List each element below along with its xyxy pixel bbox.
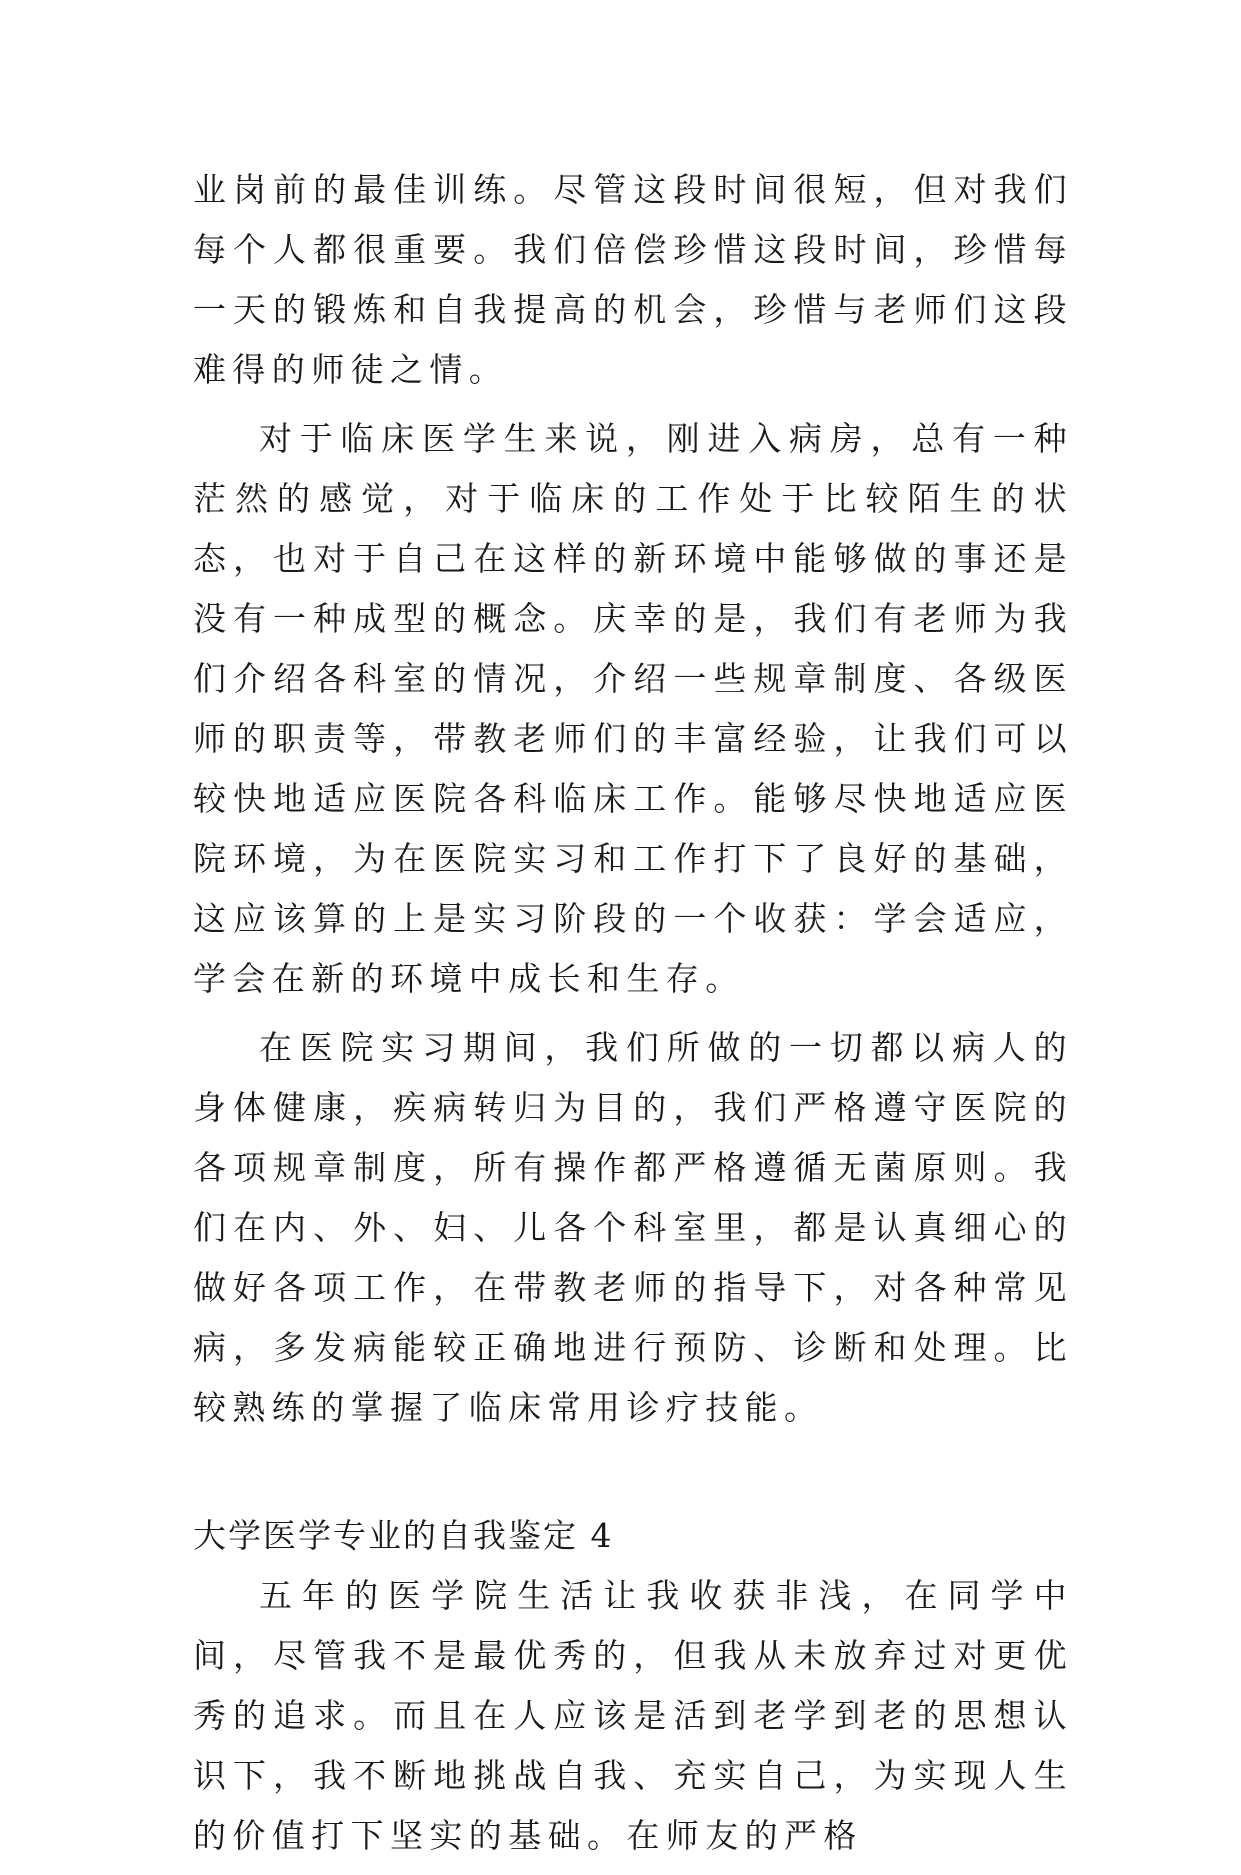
section-heading: 大学医学专业的自我鉴定 4: [193, 1516, 614, 1555]
paragraph-hospital-internship: 在医院实习期间，我们所做的一切都以病人的身体健康，疾病转归为目的，我们严格遵守医院的各项规章制度，所有操作都严格遵循无菌原则。我们在内、外、妇、儿各个科室里，都是认真细心的做好各项工作，在带教老师的指导下，对各种常见病，多发病能较正确地进行预防、诊断和处理。比较熟练的掌握了临床常用诊疗技能。: [193, 1028, 1073, 1427]
document-body: [193, 160, 1073, 1875]
paragraph-clinical-adaptation: 对于临床医学生来说，刚进入病房，总有一种茫然的感觉，对于临床的工作处于比较陌生的状态，也对于自己在这样的新环境中能够做的事还是没有一种成型的概念。庆幸的是，我们有老师为我们介绍各科室的情况，介绍一些规章制度、各级医师的职责等，带教老师们的丰富经验，让我们可以较快地适应医院各科临床工作。能够尽快地适应医院环境，为在医院实习和工作打下了良好的基础，这应该算的上是实习阶段的一个收获：学会适应，学会在新的环境中成长和生存。: [193, 419, 1073, 998]
paragraph-continuation: 业岗前的最佳训练。尽管这段时间很短，但对我们每个人都很重要。我们倍偿珍惜这段时间，珍惜每一天的锻炼和自我提高的机会，珍惜与老师们这段难得的师徒之情。: [193, 170, 1073, 389]
paragraph-five-years: 五年的医学院生活让我收获非浅，在同学中间，尽管我不是最优秀的，但我从未放弃过对更优秀的追求。而且在人应该是活到老学到老的思想认识下，我不断地挑战自我、充实自己，为实现人生的价值打下坚实的基础。在师友的严格: [193, 1576, 1073, 1855]
